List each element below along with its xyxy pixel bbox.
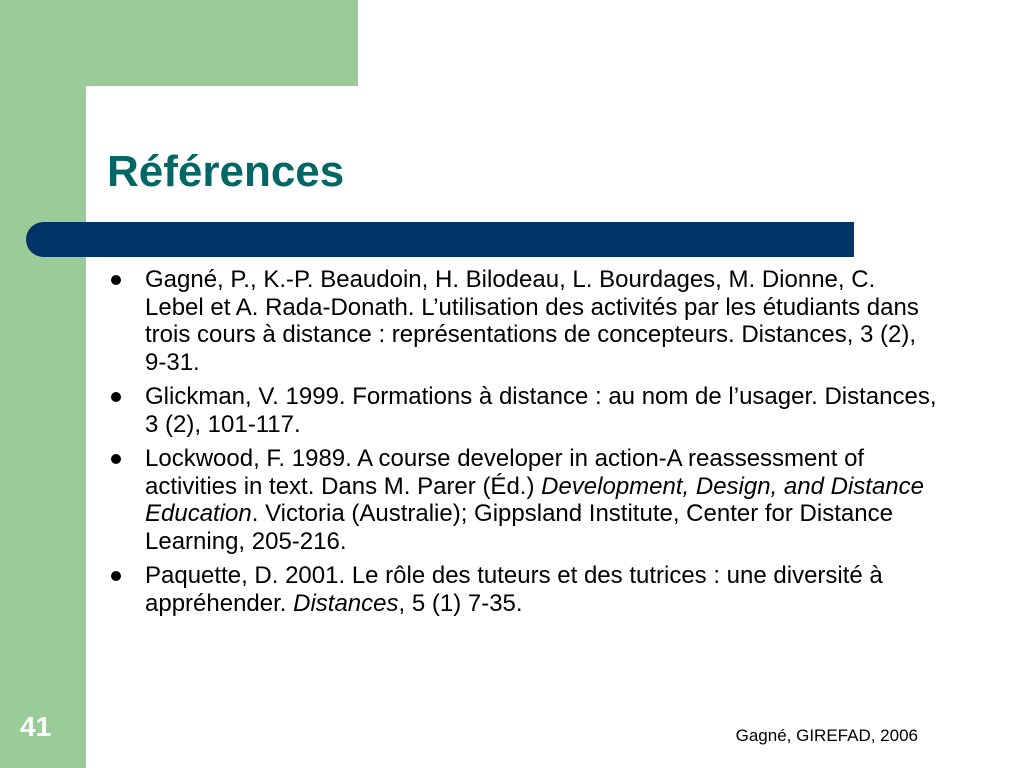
bullet-dot-icon [111,571,121,581]
slide-title: Références [107,147,345,196]
reference-item [108,562,938,617]
bullet-dot-icon [111,275,121,285]
reference-text: Glickman, V. 1999. Formations à distance : au nom de l’usager. Distances, 3 (2), 101-117. [145,383,937,438]
slide-number: 41 [20,711,52,742]
reference-list [108,266,938,624]
green-top-block [0,0,358,86]
reference-italic-title: Development, Design, and Distance Education [145,472,924,527]
reference-item [108,383,938,438]
reference-text-end: , 5 (1) 7-35. [398,589,523,617]
green-side-strip [0,0,86,768]
reference-text-end: . Victoria (Australie); Gippsland Institute, Center for Distance Learning, 205-216. [145,500,893,555]
bullet-dot-icon [111,454,121,464]
reference-text: Lockwood, F. 1989. A course developer in action-A reassessment of activities in text. Dans M. Parer (Éd.) [145,445,865,500]
reference-text: Gagné, P., K.-P. Beaudoin, H. Bilodeau, L. Bourdages, M. Dionne, C. Lebel et A. Rada-Donath. L’utilisation des activités par les étudiants dans trois cours à distance : représentations de concepteurs. Distances, 3 (2), 9-31. [145,266,919,376]
title-underline-bar [26,222,854,257]
reference-text: Paquette, D. 2001. Le rôle des tuteurs et des tutrices : une diversité à appréhender. [145,562,883,617]
footer-credit: Gagné, GIREFAD, 2006 [735,726,918,745]
bullet-dot-icon [111,392,121,402]
reference-italic-title: Distances [293,589,399,617]
reference-item [108,266,938,376]
reference-item [108,445,938,555]
